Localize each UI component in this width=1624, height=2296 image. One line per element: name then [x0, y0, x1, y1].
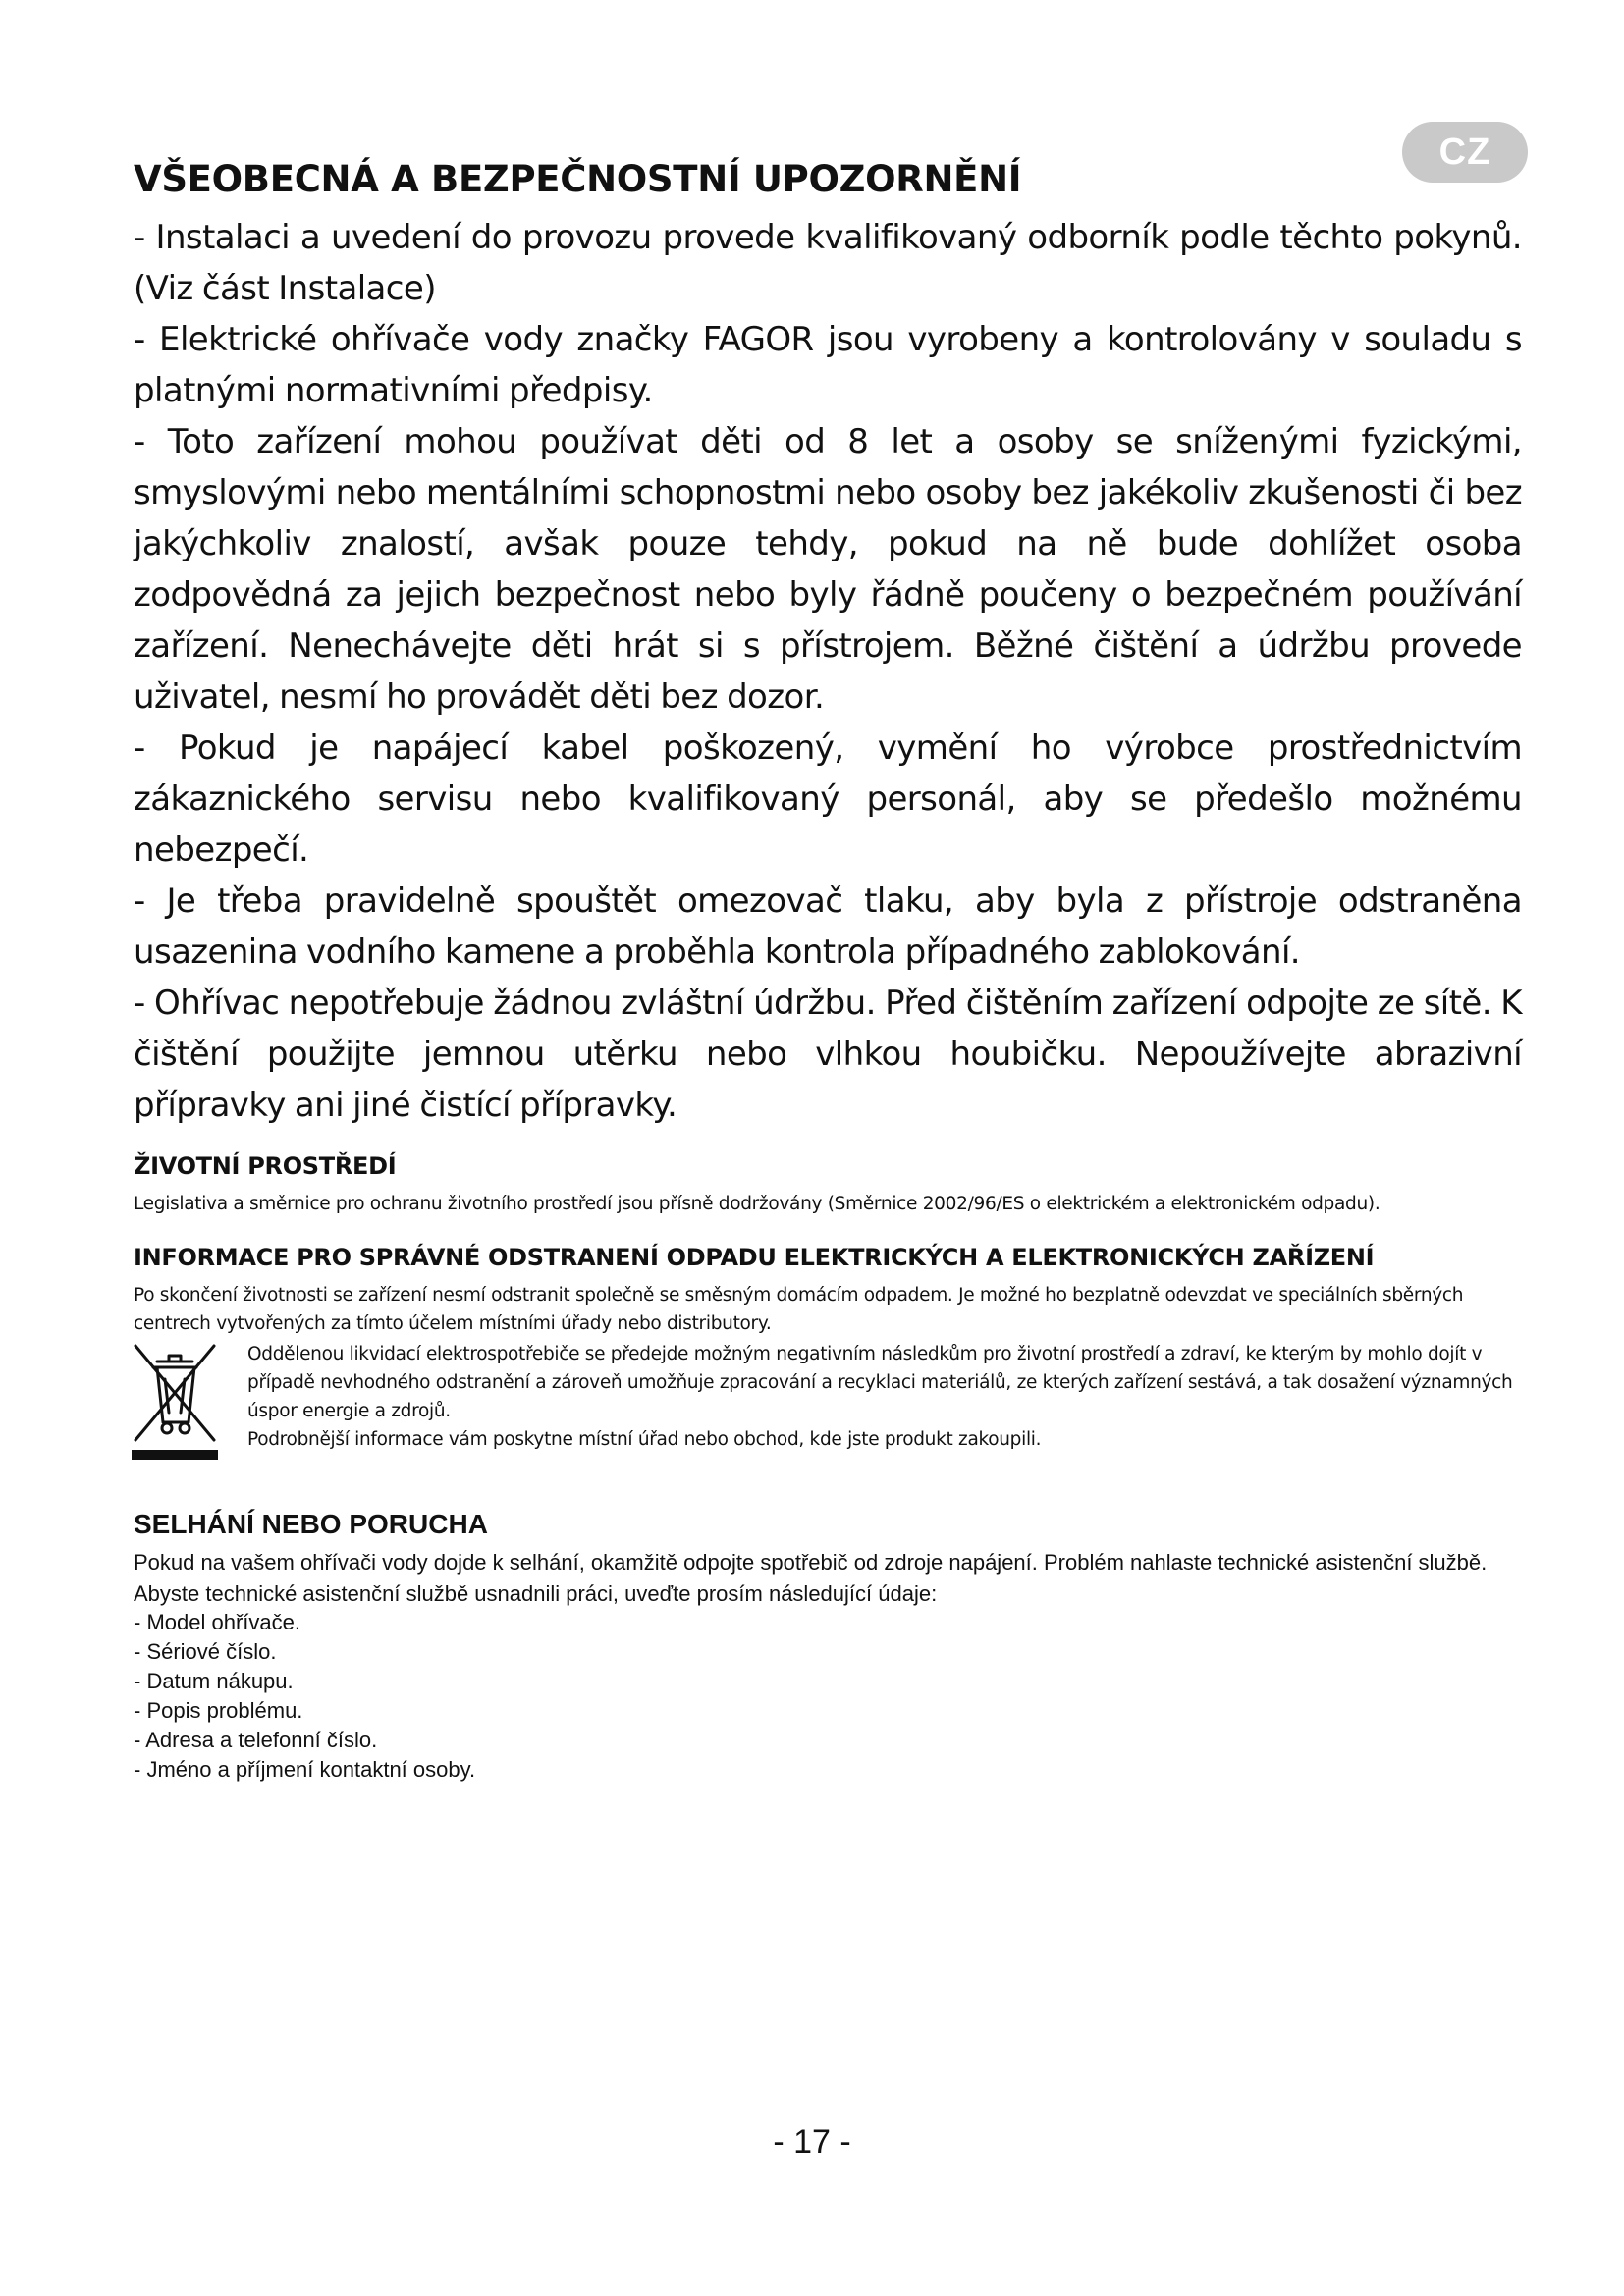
failure-info-list: [134, 1608, 1522, 1785]
language-badge: CZ: [1402, 122, 1528, 183]
failure-instructions: Abyste technické asistenční službě usnadnili práci, uveďte prosím následující údaje:: [134, 1581, 938, 1606]
weee-heading: INFORMACE PRO SPRÁVNÉ ODSTRANENÍ ODPADU ELEKTRICKÝCH A ELEKTRONICKÝCH ZAŘÍZENÍ: [134, 1244, 1375, 1271]
safety-paragraph: - Instalaci a uvedení do provozu provede kvalifikovaný odborník podle těchto pokynů. (Viz část Instalace): [134, 218, 1522, 308]
environment-heading: ŽIVOTNÍ PROSTŘEDÍ: [134, 1152, 397, 1180]
page-number: - 17 -: [773, 2123, 851, 2161]
safety-paragraph: - Ohřívac nepotřebuje žádnou zvláštní údržbu. Před čištěním zařízení odpojte ze sítě. K čištění použijte jemnou utěrku nebo vlhkou houbičku. Nepoužívejte abrazivní přípravky ani jiné čistící přípravky.: [134, 984, 1522, 1125]
weee-text: [247, 1340, 1522, 1454]
safety-paragraph: - Je třeba pravidelně spouštět omezovač tlaku, aby byla z přístroje odstraněna usazenina vodního kamene a proběhla kontrola případného zablokování.: [134, 881, 1522, 972]
list-item: - Popis problému.: [134, 1698, 303, 1723]
weee-detail: Oddělenou likvidací elektrospotřebiče se předejde možným negativním následkům pro životní prostředí a zdraví, ke kterým by mohlo dojít v případě nevhodného odstranění a zároveň umožňuje zpracování a recyklaci materiálů, ze kterých zařízení sestává, a tak dosažení významných úspor energie a zdrojů.: [247, 1344, 1513, 1421]
safety-paragraph: - Pokud je napájecí kabel poškozený, vymění ho výrobce prostřednictvím zákaznického servisu nebo kvalifikovaný personál, aby se předešlo možnému nebezpečí.: [134, 728, 1522, 870]
failure-heading: SELHÁNÍ NEBO PORUCHA: [134, 1509, 488, 1539]
list-item: - Datum nákupu.: [134, 1669, 294, 1693]
list-item: - Sériové číslo.: [134, 1639, 277, 1664]
weee-more-info: Podrobnější informace vám poskytne místní úřad nebo obchod, kde jste produkt zakoupili.: [247, 1429, 1042, 1450]
list-item: - Jméno a příjmení kontaktní osoby.: [134, 1757, 476, 1782]
weee-intro: Po skončení životnosti se zařízení nesmí odstranit společně se směsným domácím odpadem. Je možné ho bezplatně odevzdat ve speciálních sběrných centrech vytvořených za tímto účelem místními úřady nebo distributory.: [134, 1285, 1464, 1334]
page-content: [134, 157, 1522, 1785]
safety-paragraph: - Toto zařízení mohou používat děti od 8 let a osoby se sníženými fyzickými, smyslovými nebo mentálními schopnostmi nebo osoby bez jakékoliv zkušenosti či bez jakýchkoliv znalostí, avšak pouze tehdy, pokud na ně bude dohlížet osoba zodpovědná za jejich bezpečnost nebo byly řádně poučeny o bezpečném používání zařízení. Nenechávejte děti hrát si s přístrojem. Běžné čištění a údržbu provede uživatel, nesmí ho provádět děti bez dozor.: [134, 422, 1522, 717]
weee-info-block: [134, 1340, 1522, 1466]
list-item: - Model ohřívače.: [134, 1610, 300, 1634]
environment-text: Legislativa a směrnice pro ochranu životního prostředí jsou přísně dodržovány (Směrnice 2002/96/ES o elektrickém a elektronickém odpadu).: [134, 1194, 1380, 1214]
safety-paragraph: - Elektrické ohřívače vody značky FAGOR jsou vyrobeny a kontrolovány v souladu s platnými normativními předpisy.: [134, 320, 1522, 410]
crossed-out-wheeled-bin-icon: [128, 1340, 222, 1466]
failure-text: Pokud na vašem ohřívači vody dojde k selhání, okamžitě odpojte spotřebič od zdroje napájení. Problém nahlaste technické asistenční službě.: [134, 1550, 1488, 1575]
main-title: VŠEOBECNÁ A BEZPEČNOSTNÍ UPOZORNĚNÍ: [134, 158, 1022, 200]
list-item: - Adresa a telefonní číslo.: [134, 1728, 378, 1752]
